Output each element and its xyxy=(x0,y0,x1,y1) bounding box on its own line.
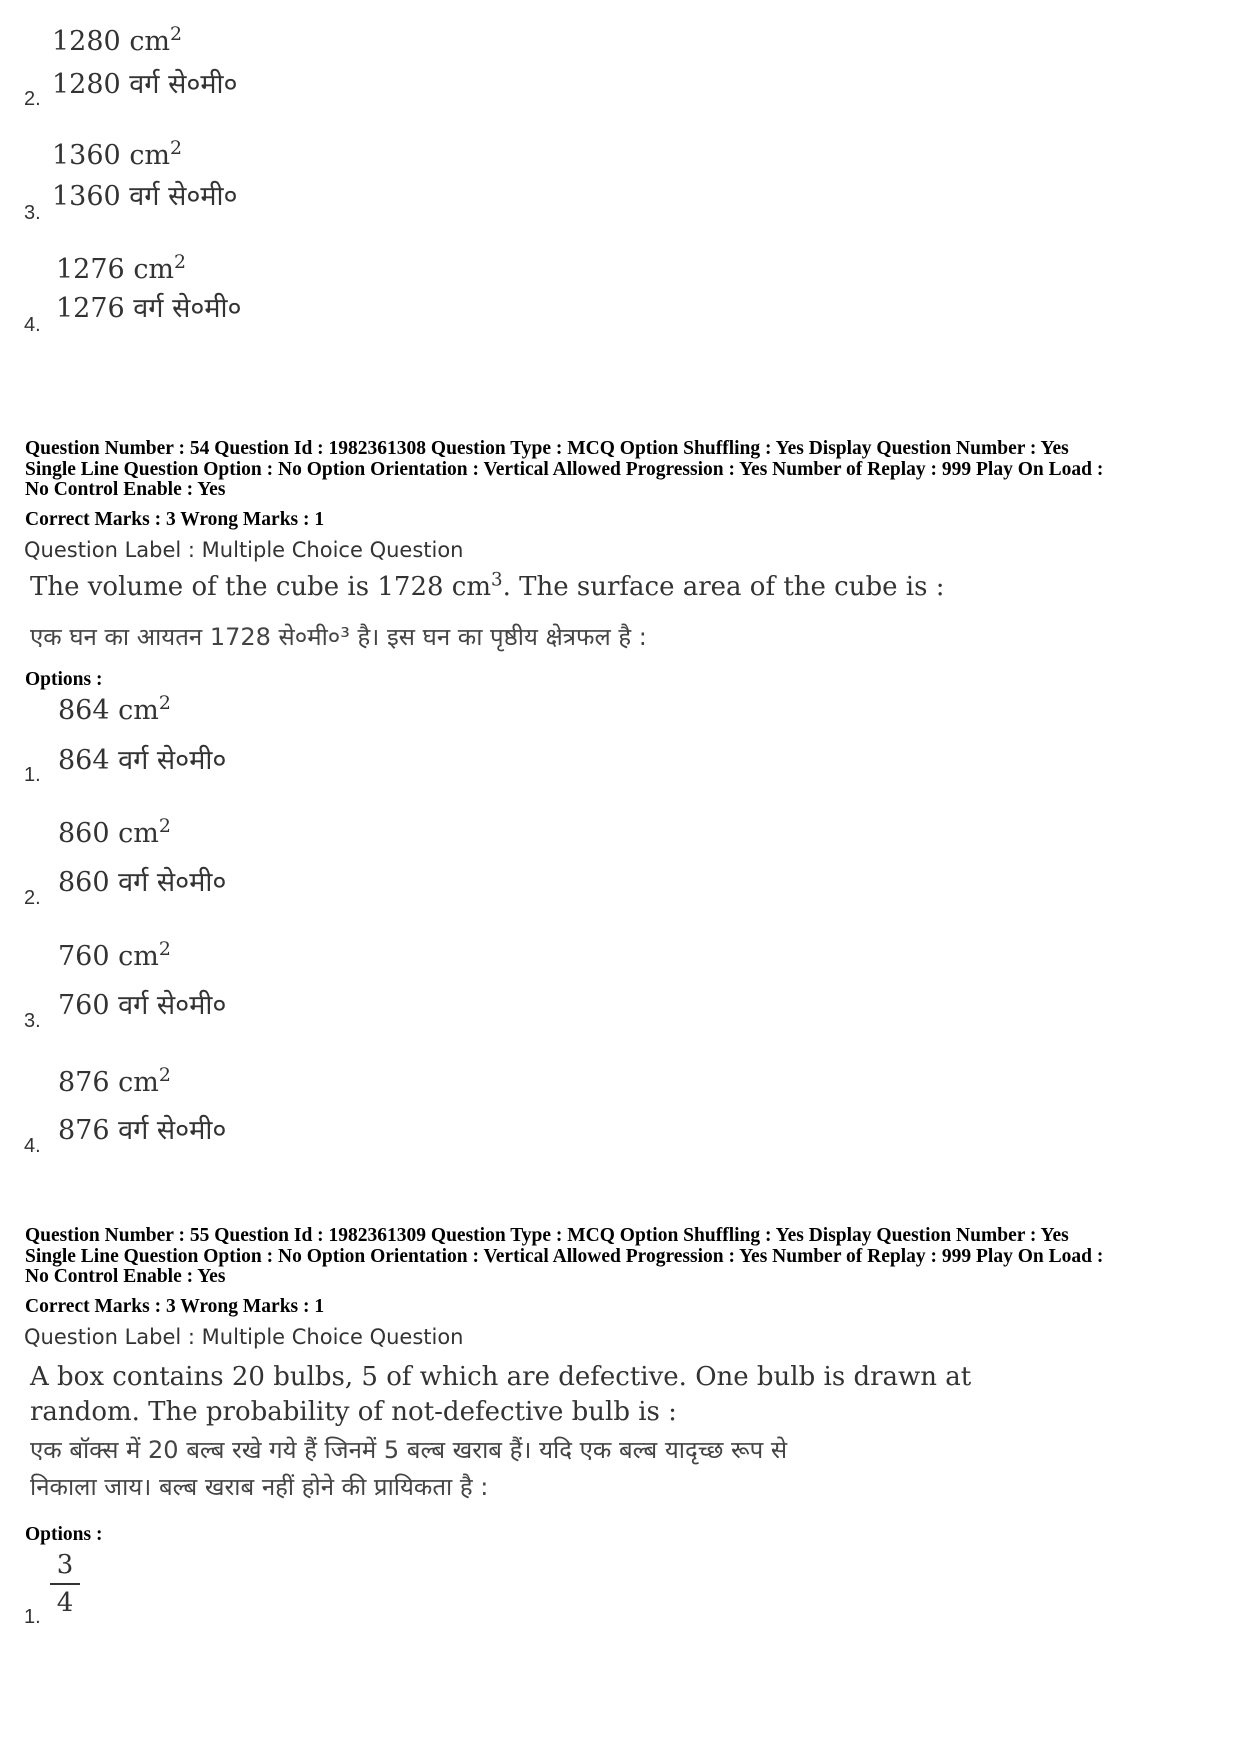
q54-option-3-hindi: 760 वर्ग से०मी० xyxy=(58,990,227,1021)
option-2-hindi: 1280 वर्ग से०मी० xyxy=(52,69,238,100)
fraction-bar xyxy=(50,1583,80,1585)
q54-option-1-english: 864 $cm^2$ xyxy=(58,692,171,726)
q55-metadata: Question Number : 55 Question Id : 1982361309 Question Type : MCQ Option Shuffling : Yes Display Question Number : Yes Single Line Question Option : No Option Orientation : Vertical Allowed Progression : Yes Number of Replay : 999 Play On Load : No Control Enable : Yes xyxy=(25,1225,1104,1287)
q55-marks: Correct Marks : 3 Wrong Marks : 1 xyxy=(25,1296,325,1317)
q54-option-3-number: 3. xyxy=(24,1010,41,1032)
q55-options-label: Options : xyxy=(25,1524,103,1545)
option-2-english: 1280 $cm^2$ xyxy=(52,23,183,57)
q55-option-1-fraction xyxy=(50,1550,80,1618)
option-4-hindi: 1276 वर्ग से०मी० xyxy=(56,293,242,324)
q55-option-1-number: 1. xyxy=(24,1606,41,1628)
q54-option-4-english: 876 $cm^2$ xyxy=(58,1064,171,1098)
q54-question-english: The volume of the cube is 1728 $cm^3$. The surface area of the cube is : xyxy=(30,569,945,602)
option-3-english: 1360 $cm^2$ xyxy=(52,137,183,171)
q54-option-2-english: 860 $cm^2$ xyxy=(58,815,171,849)
q55-question-english-line2: random. The probability of not-defective bulb is : xyxy=(30,1397,677,1427)
q54-options-label: Options : xyxy=(25,669,103,690)
q54-marks: Correct Marks : 3 Wrong Marks : 1 xyxy=(25,509,325,530)
q54-option-4-number: 4. xyxy=(24,1135,41,1157)
q55-question-hindi-line1: एक बॉक्स में 20 बल्ब रखे गये हैं जिनमें 5 बल्ब खराब हैं। यदि एक बल्ब यादृच्छ रूप से xyxy=(30,1436,788,1464)
option-3-number: 3. xyxy=(24,202,41,224)
q54-question-hindi: एक घन का आयतन 1728 से०मी०³ है। इस घन का पृष्ठीय क्षेत्रफल है : xyxy=(30,623,647,651)
option-3-hindi: 1360 वर्ग से०मी० xyxy=(52,181,238,212)
fraction-denominator: 4 xyxy=(56,1588,74,1618)
q54-option-4-hindi: 876 वर्ग से०मी० xyxy=(58,1115,227,1146)
q55-question-label: Question Label : Multiple Choice Question xyxy=(24,1325,464,1349)
q54-option-2-hindi: 860 वर्ग से०मी० xyxy=(58,867,227,898)
q54-option-2-number: 2. xyxy=(24,887,41,909)
q54-option-1-hindi: 864 वर्ग से०मी० xyxy=(58,745,227,776)
q54-metadata: Question Number : 54 Question Id : 1982361308 Question Type : MCQ Option Shuffling : Yes Display Question Number : Yes Single Line Question Option : No Option Orientation : Vertical Allowed Progression : Yes Number of Replay : 999 Play On Load : No Control Enable : Yes xyxy=(25,438,1104,500)
q55-question-english-line1: A box contains 20 bulbs, 5 of which are defective. One bulb is drawn at xyxy=(30,1362,972,1392)
q54-question-label: Question Label : Multiple Choice Question xyxy=(24,538,464,562)
option-2-number: 2. xyxy=(24,88,41,110)
q54-option-1-number: 1. xyxy=(24,764,41,786)
q54-option-3-english: 760 $cm^2$ xyxy=(58,938,171,972)
option-4-english: 1276 $cm^2$ xyxy=(56,251,187,285)
fraction-numerator: 3 xyxy=(56,1550,74,1580)
option-4-number: 4. xyxy=(24,314,41,336)
q55-question-hindi-line2: निकाला जाय। बल्ब खराब नहीं होने की प्रायिकता है : xyxy=(30,1473,489,1501)
